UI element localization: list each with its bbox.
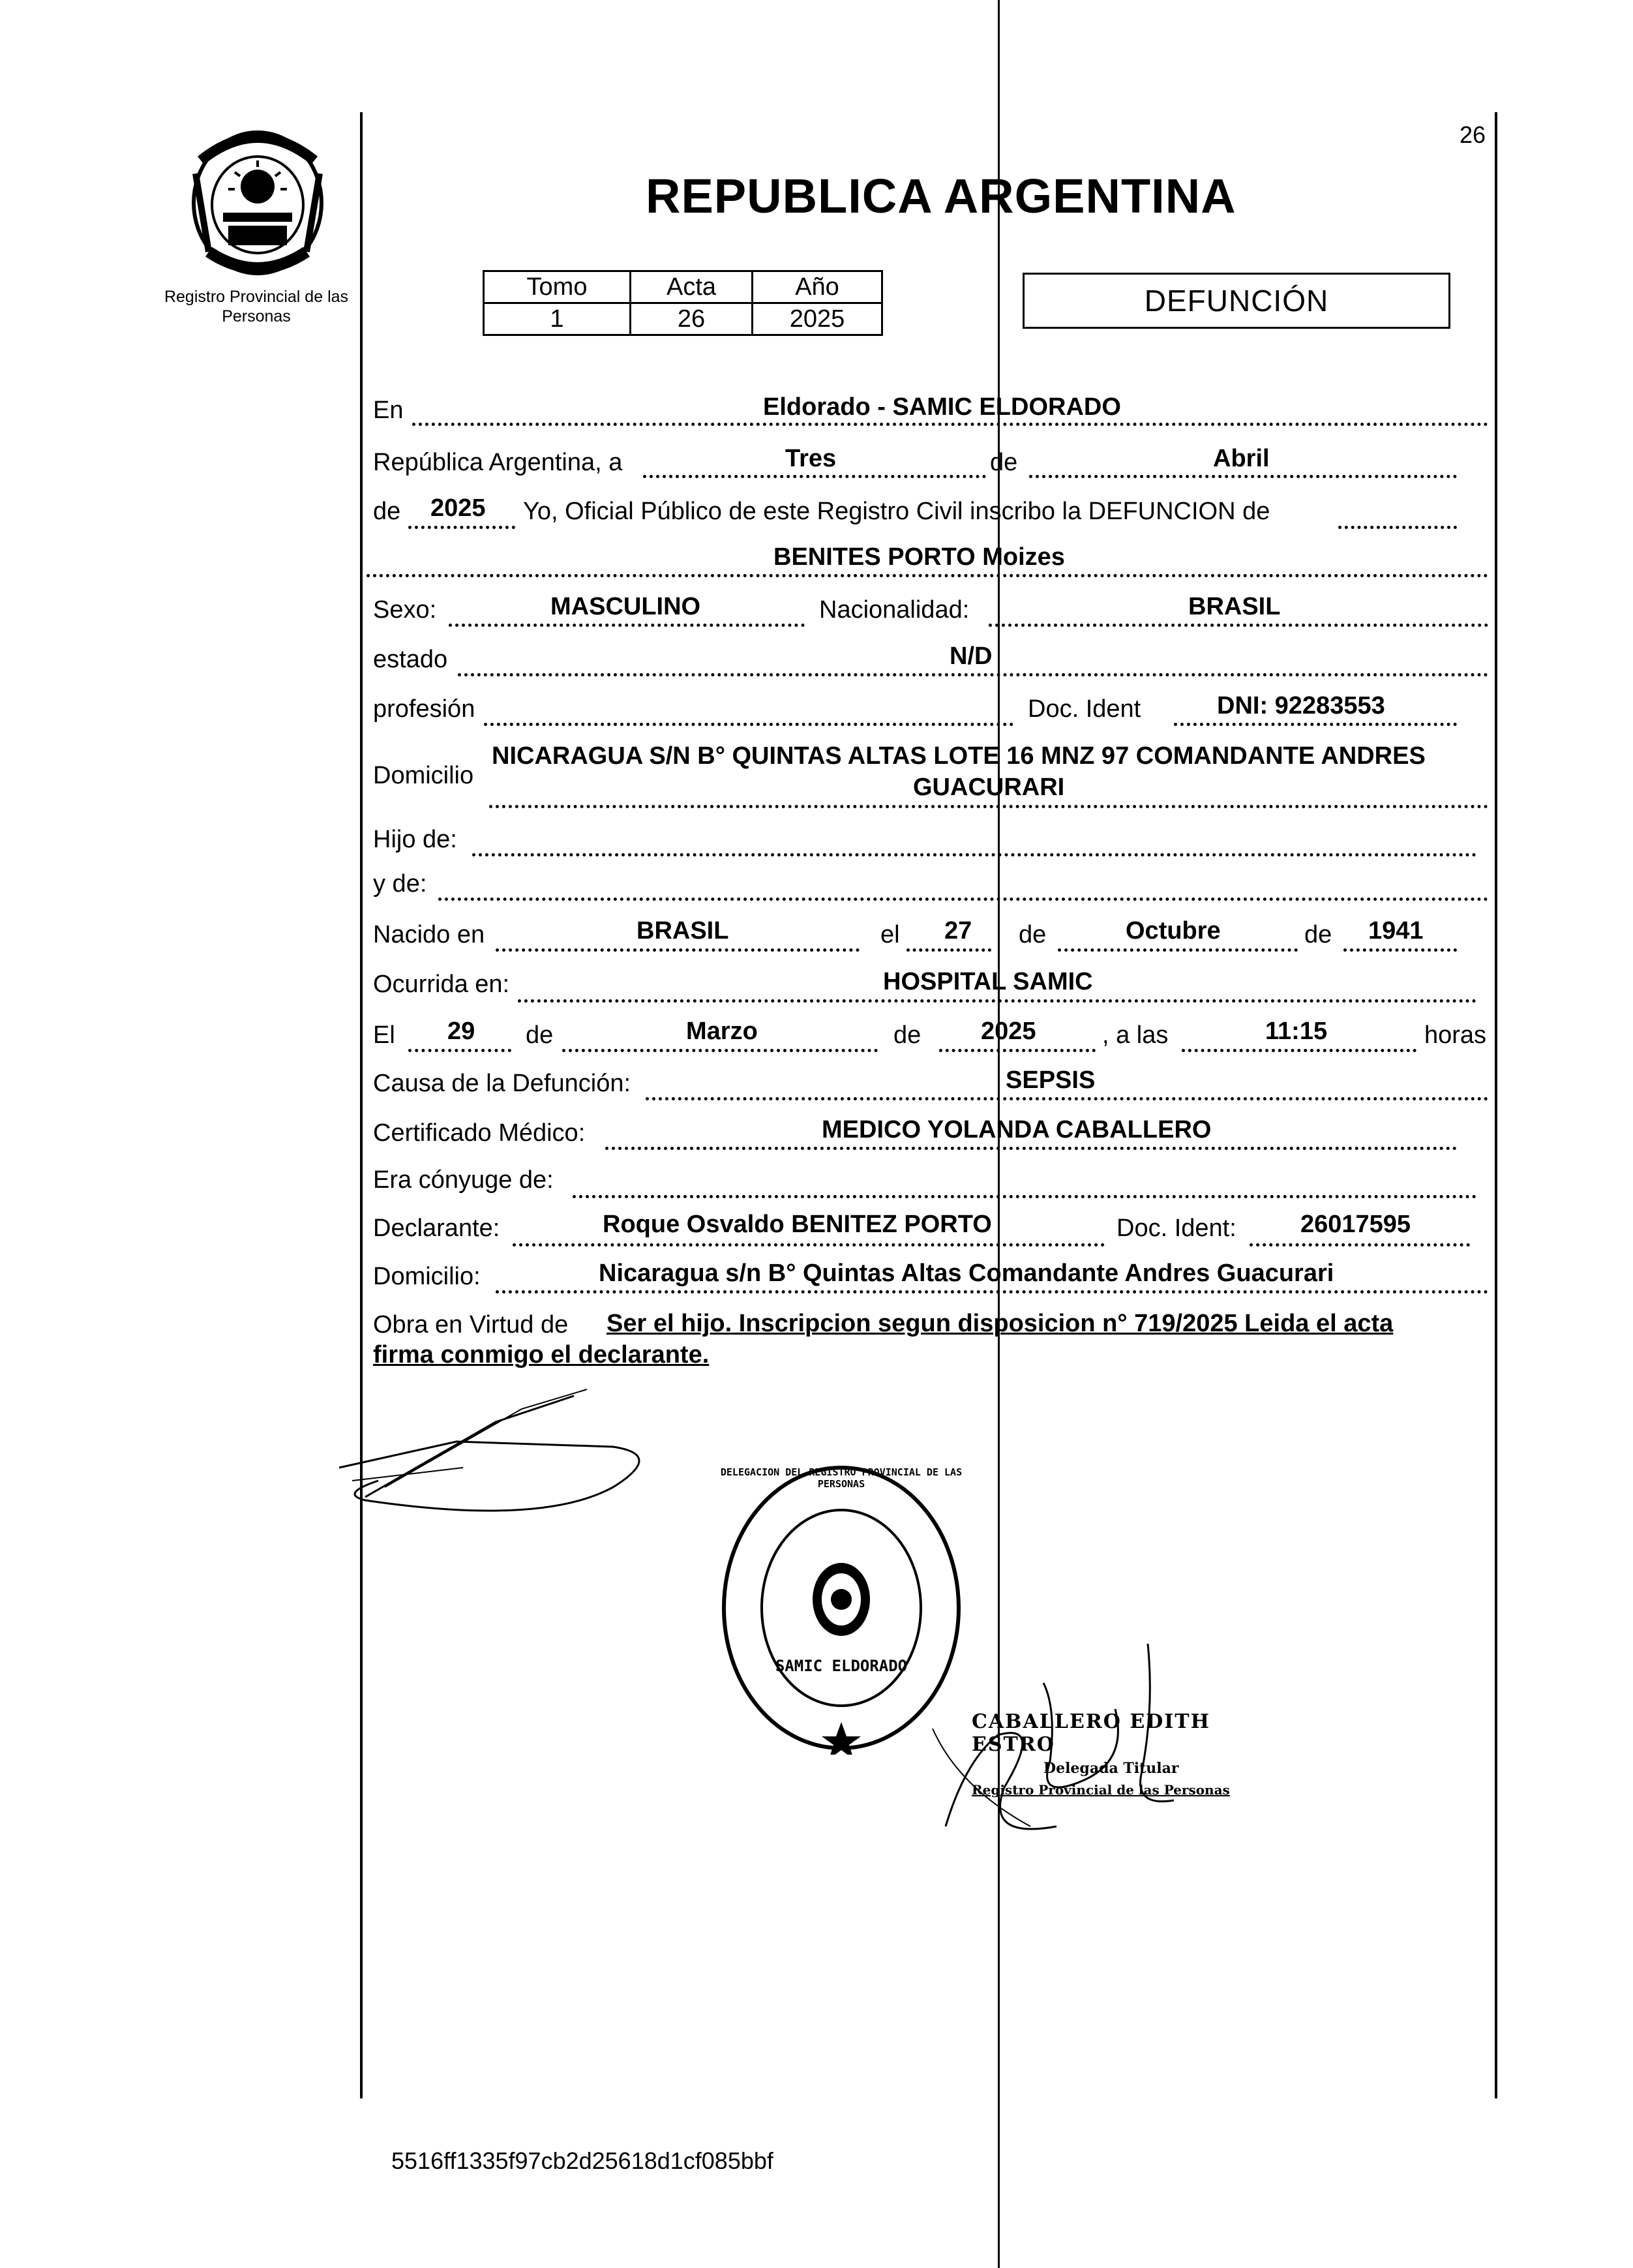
profesion-label: profesión (373, 695, 475, 723)
nacido-dotted-line (496, 948, 860, 952)
domicilio2-label: Domicilio: (373, 1263, 481, 1290)
domicilio2-dotted-line (496, 1290, 1488, 1293)
death-time-dotted-line (1182, 1049, 1416, 1052)
certificado-label: Certificado Médico: (373, 1119, 586, 1147)
el-cap-label: El (373, 1021, 395, 1049)
stamp-line2: Delegada Titular (1043, 1760, 1179, 1777)
acta-info-table (483, 270, 883, 336)
republica-label: República Argentina, a (373, 449, 623, 476)
a-las-label: , a las (1102, 1021, 1169, 1049)
death-de2-label: de (893, 1021, 921, 1049)
declarante-value: Roque Osvaldo BENITEZ PORTO (603, 1211, 992, 1238)
declarante-doc-dotted-line (1250, 1243, 1470, 1247)
tomo-header: Tomo (484, 271, 631, 303)
birth-year-dotted-line (1343, 948, 1457, 952)
nacido-label: Nacido en (373, 921, 485, 948)
ocurrida-value: HOSPITAL SAMIC (883, 968, 1093, 995)
birth-year: 1941 (1368, 917, 1424, 945)
birth-day-dotted-line (906, 948, 991, 952)
month-dotted-line (1029, 475, 1457, 478)
doc-ident-dotted-line (1174, 723, 1457, 726)
hijo-dotted-line (472, 853, 1476, 856)
anio-header: Año (753, 271, 882, 303)
estado-dotted-line (458, 673, 1488, 676)
acta-header: Acta (631, 271, 753, 303)
nacionalidad-label: Nacionalidad: (819, 596, 970, 624)
en-value: Eldorado - SAMIC ELDORADO (763, 393, 1121, 421)
right-margin-line (1495, 112, 1497, 2098)
certificado-dotted-line (605, 1147, 1457, 1150)
doc-ident-label: Doc. Ident (1028, 695, 1141, 723)
declarant-signature (326, 1383, 665, 1513)
nacionalidad-value: BRASIL (1188, 593, 1281, 620)
death-day-dotted-line (408, 1049, 511, 1052)
declarante-doc-value: 26017595 (1300, 1211, 1411, 1238)
year-value: 2025 (430, 494, 486, 522)
registry-name: Registro Provincial de las Personas (164, 288, 349, 325)
domicilio-line1: NICARAGUA S/N B° QUINTAS ALTAS LOTE 16 MNZ 97 COMANDANTE ANDRES (492, 742, 1426, 770)
document-hash: 5516ff1335f97cb2d25618d1cf085bbf (391, 2147, 773, 2174)
inscribo-dotted-line (1338, 526, 1457, 529)
doc-ident-value: DNI: 92283553 (1217, 692, 1385, 719)
name-dotted-line (367, 574, 1488, 577)
estado-value: N/D (950, 643, 993, 670)
birth-de2-label: de (1304, 921, 1332, 948)
birth-de-label: de (1019, 921, 1047, 948)
sexo-label: Sexo: (373, 596, 437, 624)
document-title: REPUBLICA ARGENTINA (646, 169, 1236, 223)
en-dotted-line (412, 423, 1488, 426)
causa-dotted-line (646, 1097, 1488, 1100)
el-label: el (880, 921, 900, 948)
day-value: Tres (785, 445, 837, 472)
en-label: En (373, 397, 404, 424)
official-stamp (972, 1710, 1298, 1798)
stamp-line1: CABALLERO EDITH ESTRO (972, 1710, 1210, 1756)
obra-value-line1: Ser el hijo. Inscripcion segun disposicion n° 719/2025 Leida el acta (607, 1310, 1394, 1337)
tomo-value: 1 (484, 303, 631, 335)
death-day: 29 (447, 1018, 475, 1045)
province-emblem-icon (183, 121, 333, 278)
conyuge-dotted-line (573, 1195, 1476, 1198)
seal-ring-text: DELEGACION DEL REGISTRO PROVINCIAL DE LAS PERSONAS (720, 1466, 963, 1490)
horas-label: horas (1424, 1021, 1487, 1049)
year-dotted-line (408, 526, 515, 529)
domicilio-label: Domicilio (373, 762, 474, 789)
declarante-dotted-line (513, 1243, 1105, 1247)
sexo-dotted-line (449, 624, 805, 627)
de-label: de (990, 449, 1018, 476)
sexo-value: MASCULINO (550, 593, 701, 620)
month-value: Abril (1213, 445, 1270, 472)
birth-month-dotted-line (1058, 948, 1298, 952)
death-de-label: de (526, 1021, 554, 1049)
ocurrida-label: Ocurrida en: (373, 971, 510, 998)
domicilio-dotted-line (489, 805, 1488, 808)
birth-day: 27 (944, 917, 972, 945)
left-margin-line (360, 112, 363, 2098)
yde-dotted-line (438, 898, 1488, 901)
record-type-box: DEFUNCIÓN (1023, 273, 1450, 329)
day-dotted-line (643, 475, 986, 478)
death-time: 11:15 (1265, 1018, 1328, 1045)
birth-month: Octubre (1126, 917, 1221, 945)
ocurrida-dotted-line (518, 999, 1476, 1003)
declarante-doc-label: Doc. Ident: (1116, 1215, 1236, 1242)
domicilio2-value: Nicaragua s/n B° Quintas Altas Comandante Andres Guacurari (599, 1260, 1334, 1287)
death-year: 2025 (981, 1018, 1036, 1045)
page-number: 26 (1460, 121, 1486, 148)
estado-label: estado (373, 646, 448, 673)
yde-label: y de: (373, 870, 427, 898)
certificado-value: MEDICO YOLANDA CABALLERO (822, 1116, 1212, 1143)
hijo-label: Hijo de: (373, 826, 457, 853)
deceased-name: BENITES PORTO Moizes (773, 543, 1065, 571)
causa-value: SEPSIS (1006, 1066, 1096, 1094)
death-month-dotted-line (562, 1049, 878, 1052)
declarante-label: Declarante: (373, 1215, 500, 1242)
anio-value: 2025 (753, 303, 882, 335)
death-month: Marzo (686, 1018, 758, 1045)
nacido-value: BRASIL (637, 917, 729, 945)
inscribo-text: Yo, Oficial Público de este Registro Civil inscribo la DEFUNCION de (523, 498, 1270, 525)
death-year-dotted-line (939, 1049, 1096, 1052)
de-year-label: de (373, 498, 401, 525)
stamp-line3: Registro Provincial de las Personas (972, 1782, 1230, 1798)
obra-label: Obra en Virtud de (373, 1311, 569, 1338)
nacionalidad-dotted-line (989, 624, 1488, 627)
seal-inner-text: SAMIC ELDORADO (775, 1657, 908, 1675)
conyuge-label: Era cónyuge de: (373, 1166, 554, 1194)
acta-value: 26 (631, 303, 753, 335)
causa-label: Causa de la Defunción: (373, 1070, 631, 1097)
profesion-dotted-line (484, 723, 1013, 726)
obra-value-line2: firma conmigo el declarante. (373, 1341, 710, 1368)
domicilio-line2: GUACURARI (913, 774, 1065, 801)
